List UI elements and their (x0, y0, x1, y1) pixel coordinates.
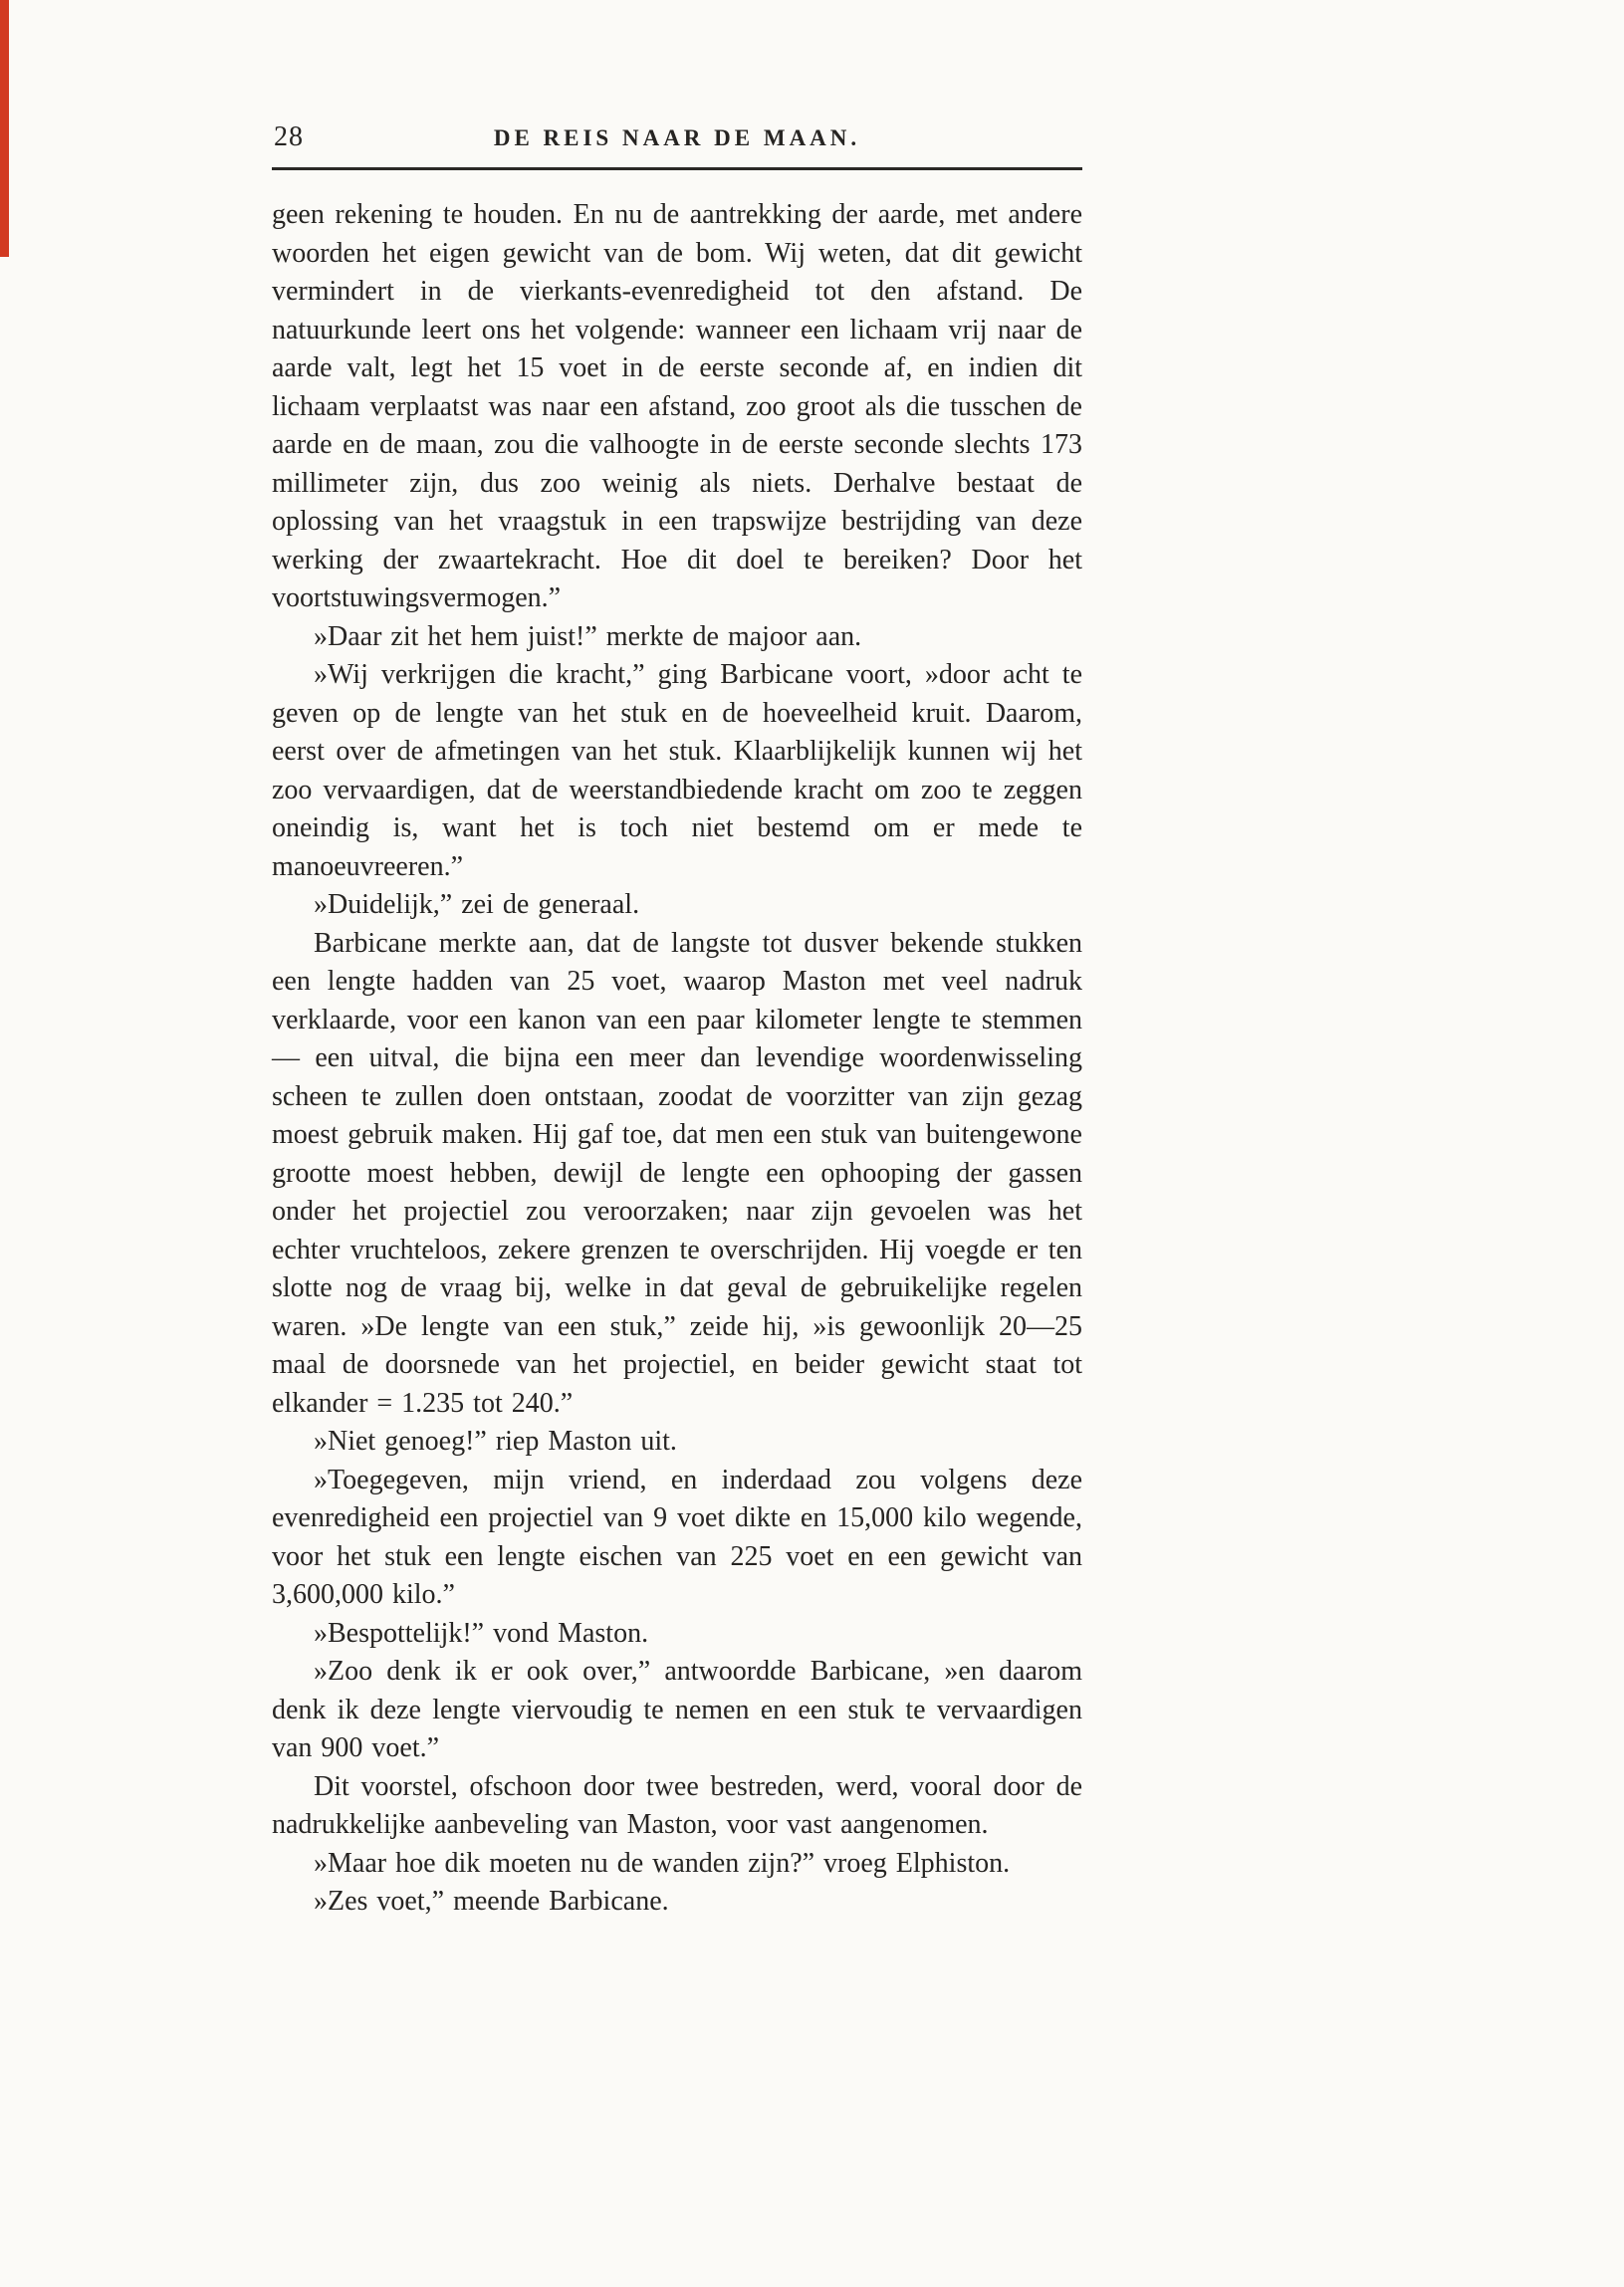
page-body (272, 196, 1082, 1922)
body-paragraph: »Zoo denk ik er ook over,” antwoordde Barbicane, »en daarom denk ik deze lengte viervoudig te nemen en een stuk te vervaardigen van 900 voet.” (272, 1656, 1082, 1763)
body-paragraph: »Maar hoe dik moeten nu de wanden zijn?” vroeg Elphiston. (314, 1847, 1011, 1879)
body-paragraph: »Wij verkrijgen die kracht,” ging Barbicane voort, »door acht te geven op de lengte van het stuk en de hoeveelheid kruit. Daarom, eerst over de afmetingen van het stuk. Klaarblijkelijk kunnen wij het zoo vervaardigen, dat de weerstandbiedende kracht om zoo te zeggen oneindig is, want het is toch niet bestemd om er mede te manoeuvreeren.” (272, 659, 1082, 882)
body-paragraph: Barbicane merkte aan, dat de langste tot dusver bekende stukken een lengte hadden van 25 voet, waarop Maston met veel nadruk verklaarde, voor een kanon van een paar kilometer lengte te stemmen — een uitval, die bijna een meer dan levendige woordenwisseling scheen te zullen doen ontstaan, zoodat de voorzitter van zijn gezag moest gebruik maken. Hij gaf toe, dat men een stuk van buitengewone grootte moest hebben, dewijl de lengte een ophooping der gassen onder het projectiel zou veroorzaken; naar zijn gevoelen was het echter vruchteloos, zekere grenzen te overschrijden. Hij voegde er ten slotte nog de vraag bij, welke in dat geval de gebruikelijke regelen waren. »De lengte van een stuk,” zeide hij, »is gewoonlijk 20—25 maal de doorsnede van het projectiel, en beider gewicht staat tot elkander = 1.235 tot 240.” (272, 927, 1082, 1419)
body-paragraph: »Niet genoeg!” riep Maston uit. (314, 1426, 677, 1457)
body-paragraph: geen rekening te houden. En nu de aantrekking der aarde, met andere woorden het eigen gewicht van de bom. Wij weten, dat dit gewicht vermindert in de vierkants-evenredigheid tot den afstand. De natuurkunde leert ons het volgende: wanneer een lichaam vrij naar de aarde valt, legt het 15 voet in de eerste seconde af, en indien dit lichaam verplaatst was naar een afstand, zoo groot als die tusschen de aarde en de maan, zou die valhoogte in de eerste seconde slechts 173 millimeter zijn, dus zoo weinig als niets. Derhalve bestaat de oplossing van het vraagstuk in een trapswijze bestrijding van deze werking der zwaartekracht. Hoe dit doel te bereiken? Door het voortstuwingsvermogen.” (272, 199, 1082, 613)
body-paragraph: »Duidelijk,” zei de generaal. (314, 889, 640, 920)
body-paragraph: »Daar zit het hem juist!” merkte de majoor aan. (314, 620, 862, 652)
text-block (272, 121, 1082, 1922)
body-paragraph: Dit voorstel, ofschoon door twee bestreden, werd, vooral door de nadrukkelijke aanbeveling van Maston, voor vast aangenomen. (272, 1770, 1082, 1840)
body-paragraph: »Toegegeven, mijn vriend, en inderdaad zou volgens deze evenredigheid een projectiel van 9 voet dikte en 15,000 kilo wegende, voor het stuk een lengte eischen van 225 voet en een gewicht van 3,600,000 kilo.” (272, 1464, 1082, 1610)
page-header (272, 121, 1082, 161)
red-edge-mark (0, 0, 9, 257)
body-paragraph: »Bespottelijk!” vond Maston. (314, 1617, 649, 1649)
body-paragraph: »Zes voet,” meende Barbicane. (314, 1886, 669, 1917)
header-rule (272, 167, 1082, 170)
running-title: DE REIS NAAR DE MAAN. (493, 125, 861, 150)
page-number: 28 (274, 121, 304, 152)
